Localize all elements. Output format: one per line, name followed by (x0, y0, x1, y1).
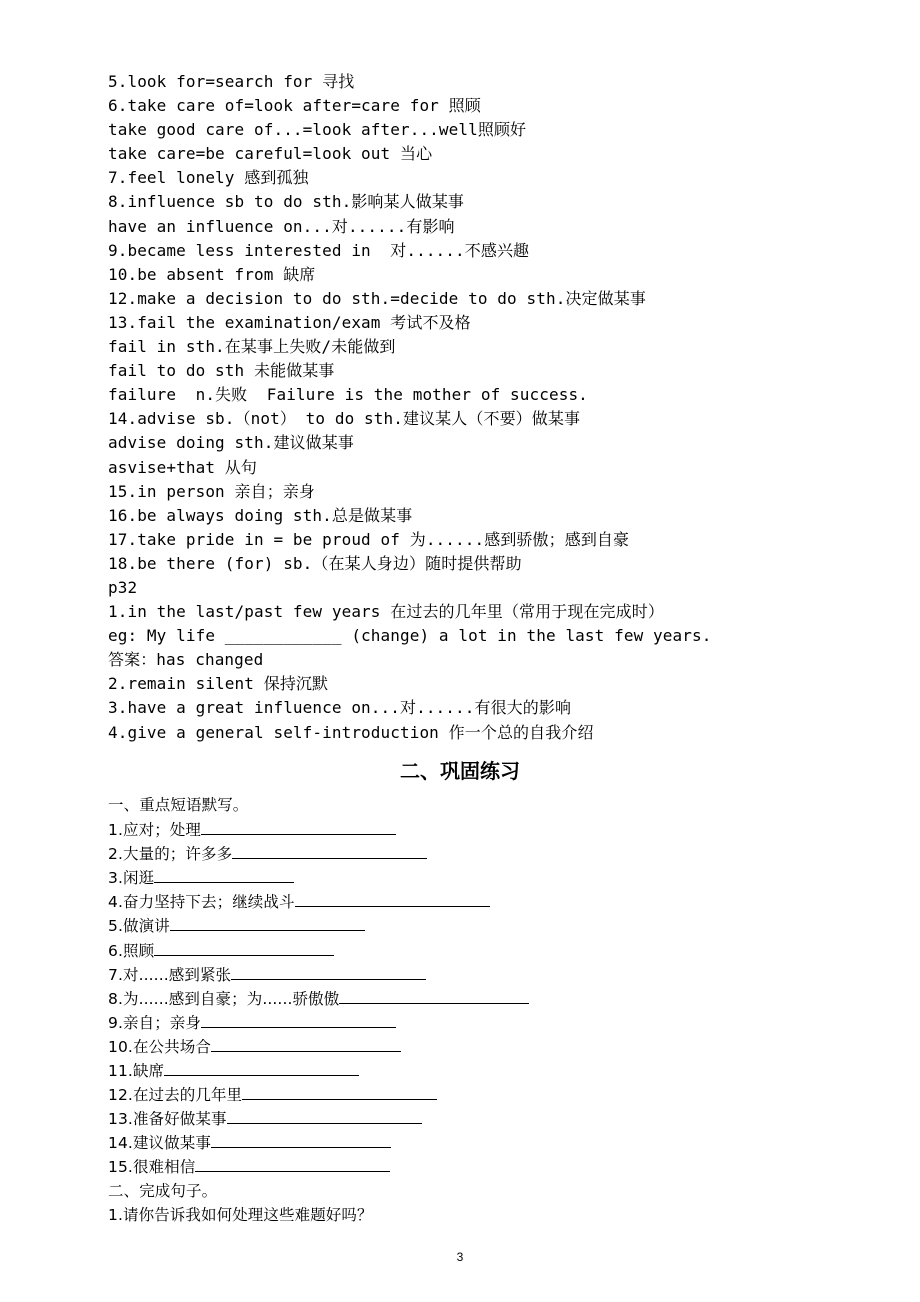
phrase-line: 10.be absent from 缺席 (108, 264, 316, 284)
blank-label: 9.亲自；亲身 (108, 1013, 201, 1032)
answer-blank[interactable] (242, 1082, 437, 1100)
phrase-line: 答案：has changed (108, 650, 264, 670)
phrase-line: eg: My life ____________ (change) a lot in the last few years. (108, 626, 712, 646)
phrase-line: 6.take care of=look after=care for 照顾 (108, 96, 481, 116)
phrase-line: 16.be always doing sth.总是做某事 (108, 505, 413, 525)
answer-blank[interactable] (154, 865, 294, 883)
section-heading: 二、巩固练习 (400, 759, 520, 783)
phrase-list (108, 70, 868, 745)
part2-title: 二、完成句子。 (108, 1181, 218, 1200)
answer-blank[interactable] (164, 1058, 359, 1076)
phrase-line: 12.make a decision to do sth.=decide to do sth.决定做某事 (108, 288, 646, 308)
blank-item (108, 1010, 868, 1034)
part1-title: 一、重点短语默写。 (108, 796, 249, 814)
answer-blank[interactable] (195, 1154, 390, 1172)
blank-item (108, 986, 868, 1010)
answer-blank[interactable] (170, 913, 365, 931)
blank-label: 4.奋力坚持下去；继续战斗 (108, 893, 295, 912)
answer-blank[interactable] (295, 889, 490, 907)
blank-label: 14.建议做某事 (108, 1134, 211, 1153)
phrase-line: fail to do sth 未能做某事 (108, 361, 335, 381)
blank-item (108, 1130, 868, 1154)
answer-blank[interactable] (339, 986, 529, 1004)
phrase-line: 7.feel lonely 感到孤独 (108, 168, 309, 188)
sentence-item: 1.请你告诉我如何处理这些难题好吗？ (108, 1205, 373, 1224)
blank-item (108, 889, 868, 913)
phrase-line: failure n.失败 Failure is the mother of success. (108, 385, 588, 405)
blank-item (108, 1106, 868, 1130)
phrase-line: 18.be there (for) sb.（在某人身边）随时提供帮助 (108, 553, 522, 573)
answer-blank[interactable] (154, 938, 334, 956)
blank-label: 5.做演讲 (108, 917, 170, 936)
blank-item (108, 962, 868, 986)
blank-item (108, 865, 868, 889)
blank-label: 12.在过去的几年里 (108, 1086, 243, 1105)
blank-label: 7.对......感到紧张 (108, 965, 232, 984)
phrase-line: 1.in the last/past few years 在过去的几年里（常用于现在完成时） (108, 602, 664, 622)
phrase-line: 2.remain silent 保持沉默 (108, 674, 329, 694)
phrase-line: asvise+that 从句 (108, 457, 257, 477)
blank-item (108, 841, 868, 865)
blank-label: 13.准备好做某事 (108, 1110, 227, 1129)
phrase-line: take care=be careful=look out 当心 (108, 144, 433, 164)
blank-label: 1.应对；处理 (108, 821, 201, 840)
blank-label: 10.在公共场合 (108, 1037, 211, 1056)
blank-item (108, 1058, 868, 1082)
phrase-line: 9.became less interested in 对......不感兴趣 (108, 240, 530, 260)
answer-blank[interactable] (231, 962, 426, 980)
blank-item (108, 913, 868, 937)
page-number: 3 (456, 1250, 464, 1264)
phrase-line: 17.take pride in = be proud of 为......感到骄傲；感到自豪 (108, 529, 630, 549)
phrase-line: 13.fail the examination/exam 考试不及格 (108, 312, 471, 332)
phrase-line: p32 (108, 577, 138, 597)
blank-label: 3.闲逛 (108, 869, 155, 888)
phrase-line: take good care of...=look after...well照顾好 (108, 120, 527, 140)
blank-label: 8.为......感到自豪；为......骄傲傲 (108, 989, 340, 1008)
blank-item (108, 938, 868, 962)
answer-blank[interactable] (201, 1010, 396, 1028)
answer-blank[interactable] (201, 817, 396, 835)
answer-blank[interactable] (227, 1106, 422, 1124)
phrase-line: 14.advise sb.（not） to do sth.建议某人（不要）做某事 (108, 409, 581, 429)
phrase-line: have an influence on...对......有影响 (108, 216, 455, 236)
answer-blank[interactable] (211, 1130, 391, 1148)
phrase-line: 8.influence sb to do sth.影响某人做某事 (108, 192, 465, 212)
exercise-section (108, 793, 868, 1227)
blank-label: 15.很难相信 (108, 1158, 196, 1177)
answer-blank[interactable] (232, 841, 427, 859)
phrase-line: 3.have a great influence on...对......有很大的影响 (108, 698, 572, 718)
blank-item (108, 1082, 868, 1106)
blank-label: 2.大量的；许多多 (108, 845, 233, 864)
blank-label: 6.照顾 (108, 941, 155, 960)
blank-item (108, 1154, 868, 1178)
blank-label: 11.缺席 (108, 1062, 165, 1081)
phrase-line: 4.give a general self-introduction 作一个总的自我介绍 (108, 722, 594, 742)
phrase-line: 15.in person 亲自；亲身 (108, 481, 316, 501)
phrase-line: fail in sth.在某事上失败/未能做到 (108, 337, 396, 357)
phrase-line: 5.look for=search for 寻找 (108, 72, 355, 91)
blank-item (108, 817, 868, 841)
phrase-line: advise doing sth.建议做某事 (108, 433, 354, 453)
answer-blank[interactable] (211, 1034, 401, 1052)
blank-list (108, 817, 868, 1178)
blank-item (108, 1034, 868, 1058)
